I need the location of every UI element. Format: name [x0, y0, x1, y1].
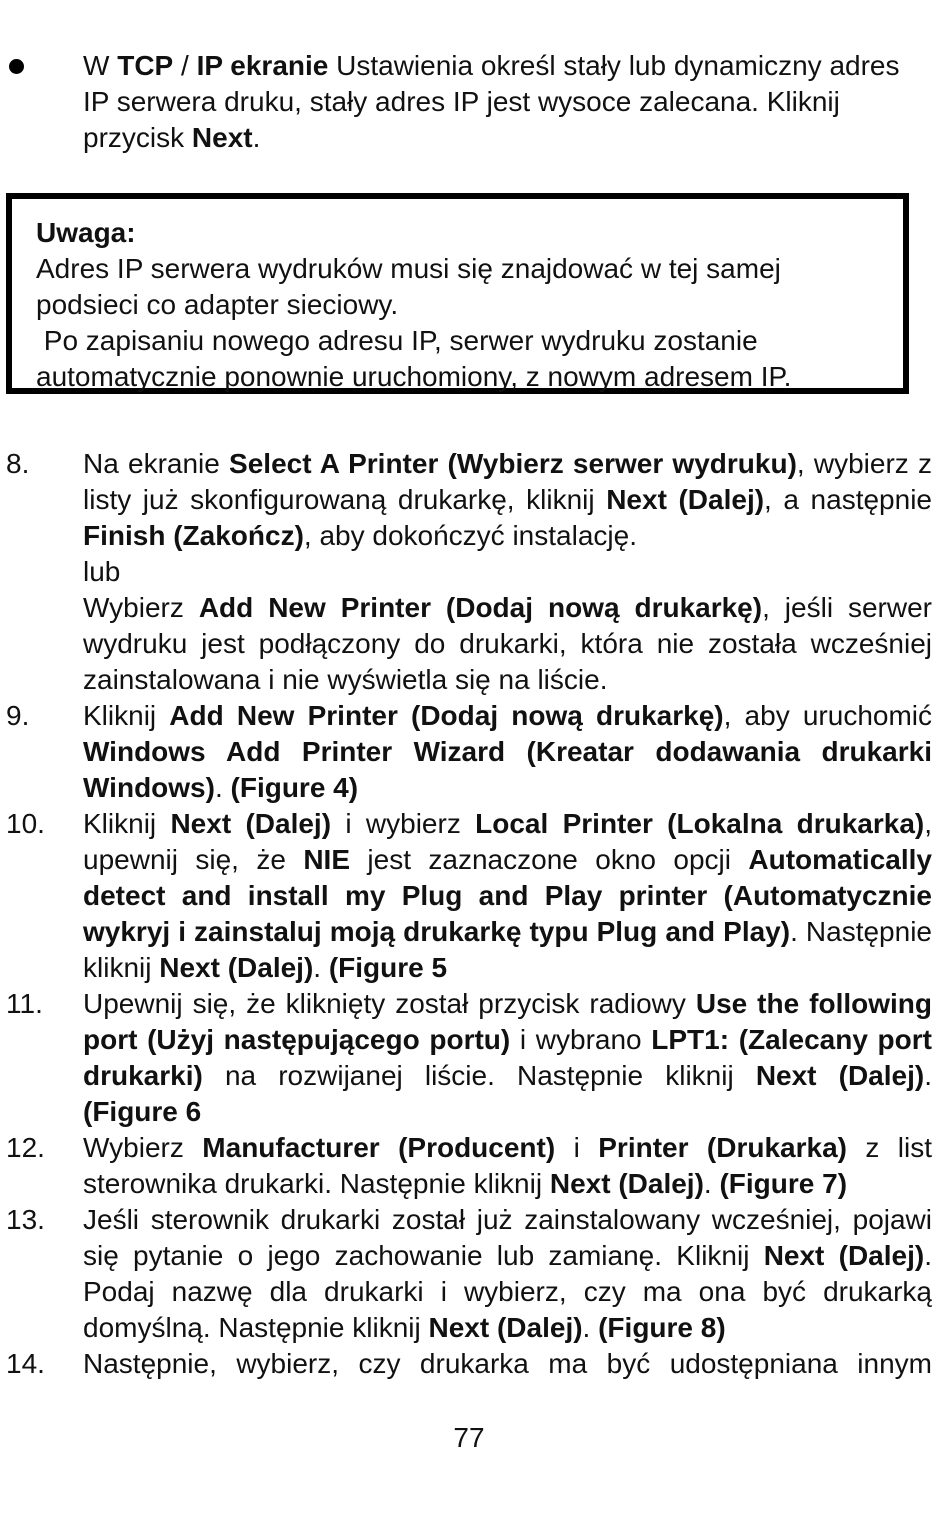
step-body [83, 806, 932, 986]
note-line: automatycznie ponownie uruchomiony, z nowym adresem IP. [36, 361, 792, 392]
step-number: 8. [6, 448, 30, 479]
bullet-text: W TCP / IP ekranie Ustawienia określ stały lub dynamiczny adres IP serwera druku, stały adres IP jest wysoce zalecana. Kliknij przycisk Next. [83, 50, 900, 153]
step-number: 11. [6, 988, 43, 1019]
note-line: podsieci co adapter sieciowy. [36, 289, 399, 320]
steps-list [0, 446, 950, 1382]
step-body [83, 1130, 932, 1202]
step-paragraph: Jeśli sterownik drukarki został już zainstalowany wcześniej, pojawi się pytanie o jego zachowanie lub zamianę. Kliknij Next (Dalej). Podaj nazwę dla drukarki i wybierz, czy ma ona być drukarką domyślną. Następnie kliknij Next (Dalej). (Figure 8) [83, 1204, 932, 1343]
step-paragraph: Wybierz Add New Printer (Dodaj nową drukarkę), jeśli serwer wydruku jest podłączony do drukarki, która nie została wcześniej zainstalowana i nie wyświetla się na liście. [83, 592, 932, 695]
bullet-dot-icon [9, 59, 24, 74]
step-12 [0, 1130, 950, 1202]
step-number: 9. [6, 700, 30, 731]
step-paragraph: Wybierz Manufacturer (Producent) i Printer (Drukarka) z list sterownika drukarki. Następnie kliknij Next (Dalej). (Figure 7) [83, 1132, 933, 1199]
step-body [83, 698, 932, 806]
step-11 [0, 986, 950, 1130]
step-paragraph: Kliknij Next (Dalej) i wybierz Local Printer (Lokalna drukarka), upewnij się, że NIE jest zaznaczone okno opcji Automatically detect and install my Plug and Play printer (Automatycznie wykryj i zainstaluj moją drukarkę typu Plug and Play). Następnie kliknij Next (Dalej). (Figure 5 [83, 808, 932, 983]
step-paragraph: Upewnij się, że kliknięty został przycisk radiowy Use the following port (Użyj następującego portu) i wybrano LPT1: (Zalecany port drukarki) na rozwijanej liście. Następnie kliknij Next (Dalej). (Figure 6 [83, 988, 932, 1127]
note-line: Adres IP serwera wydruków musi się znajdować w tej samej [36, 253, 781, 284]
step-9 [0, 698, 950, 806]
step-or-text: lub [83, 556, 121, 587]
step-body [83, 446, 932, 698]
step-number: 10. [6, 808, 45, 839]
step-14 [0, 1346, 950, 1382]
step-paragraph: Następnie, wybierz, czy drukarka ma być udostępniana innym [83, 1348, 932, 1379]
step-number: 12. [6, 1132, 45, 1163]
step-8 [0, 446, 950, 698]
step-13 [0, 1202, 950, 1346]
note-line: Po zapisaniu nowego adresu IP, serwer wydruku zostanie [36, 325, 758, 356]
step-number: 14. [6, 1348, 45, 1379]
step-body [83, 1346, 932, 1382]
step-paragraph: Na ekranie Select A Printer (Wybierz serwer wydruku), wybierz z listy już skonfigurowaną drukarkę, kliknij Next (Dalej), a następnie Finish (Zakończ), aby dokończyć instalację. [83, 448, 932, 551]
page-number: 77 [453, 1422, 485, 1453]
note-box [6, 193, 909, 394]
note-title: Uwaga: [36, 217, 136, 248]
step-10 [0, 806, 950, 986]
step-body [83, 986, 932, 1130]
step-body [83, 1202, 932, 1346]
step-paragraph: Kliknij Add New Printer (Dodaj nową drukarkę), aby uruchomić Windows Add Printer Wizard (Kreatar dodawania drukarki Windows). (Figure 4) [83, 700, 933, 803]
step-number: 13. [6, 1204, 45, 1235]
